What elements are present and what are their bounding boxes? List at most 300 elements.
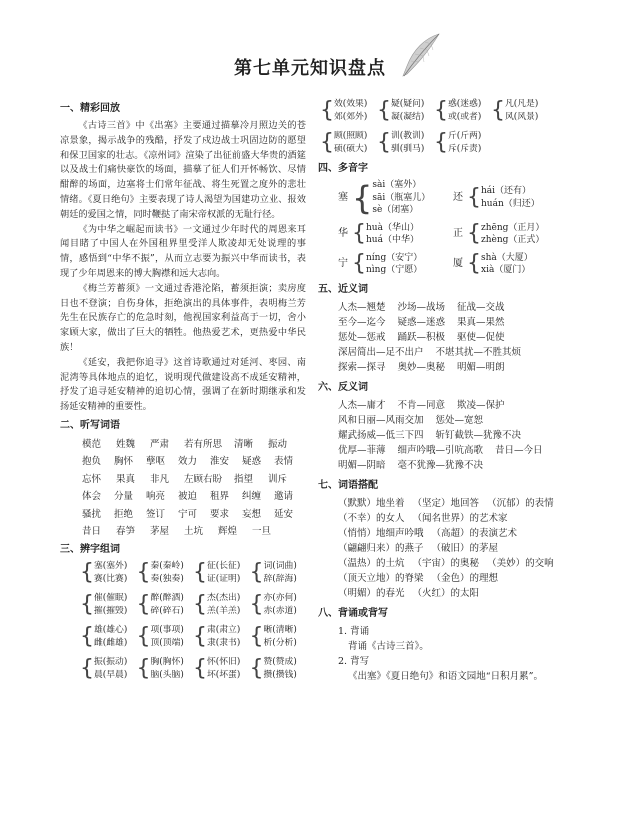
word: 斤(斤两)	[448, 131, 482, 141]
brace-group	[434, 130, 491, 156]
word: 斥(斥责)	[448, 144, 482, 154]
phrase: 的土炕	[376, 557, 405, 569]
item-number: 2.	[338, 655, 348, 667]
word: 项(事项)	[150, 624, 184, 635]
vocab-word: 果真	[116, 473, 136, 485]
vocab-word: 训斥	[268, 473, 288, 485]
phrase: 的脊梁	[395, 572, 424, 584]
word: 赛(比赛)	[94, 573, 128, 584]
vocab-word: 疑惑	[242, 456, 262, 468]
filled-word: （美妙）	[487, 557, 526, 569]
brace-words	[151, 560, 184, 586]
brace-words	[151, 592, 184, 618]
brace-icon: {	[80, 559, 94, 585]
readings	[372, 179, 430, 217]
filled-word: （翩翩归来）	[338, 542, 396, 554]
polyphone-char: 华	[338, 227, 348, 239]
synonym-list	[318, 300, 580, 375]
vocab-word: 指望	[234, 473, 254, 485]
vocab-word: 拒绝	[114, 508, 134, 520]
reading: huá（中华）	[366, 235, 419, 245]
item-number: 1.	[338, 625, 348, 637]
phrase: 的表演艺术	[469, 527, 518, 539]
brace-row	[320, 98, 580, 124]
polyphone-entry	[338, 222, 453, 247]
filled-word: （火红）	[412, 587, 451, 599]
word-pair: 征战—交战	[457, 301, 505, 313]
vocab-word: 若有所思	[184, 438, 223, 450]
word-pair: 探索—探寻	[338, 361, 386, 373]
polyphone-row	[338, 222, 580, 247]
vocab-word: 胸怀	[114, 456, 134, 468]
word-pair: 明媚—明朗	[457, 361, 505, 373]
vocab-word: 春笋	[116, 526, 136, 538]
word-pair: 风和日丽—风雨交加	[338, 414, 424, 426]
brace-icon: {	[80, 655, 94, 681]
brace-group	[193, 624, 250, 650]
polyphone-char: 厦	[453, 257, 463, 269]
word: 析(分析)	[263, 637, 297, 648]
polyphone-char: 宁	[338, 257, 348, 269]
paragraph: 《为中华之崛起而读书》一文通过少年时代的周恩来耳闻目睹了中国人在外国租界里受洋人欺凌却无处说理的事情，感悟到“中华不振”，从而立志要为振兴中华而读书，表现了少年周恩来的博大胸襟和远大志向。	[60, 223, 306, 279]
vocab-row	[60, 506, 306, 524]
brace-group	[80, 624, 137, 650]
brace-icon: {	[136, 655, 151, 681]
collocation-row	[318, 586, 580, 601]
word: 凝(凝结)	[391, 112, 425, 122]
brace-words	[264, 624, 297, 650]
filled-word: （默默）	[338, 497, 377, 509]
reading: zhèng（正式）	[481, 235, 545, 245]
polyphone-entry	[338, 179, 453, 217]
filled-word: （破旧）	[431, 542, 470, 554]
vocab-word: 纠缠	[242, 491, 262, 503]
char-distinguish-list	[60, 560, 306, 682]
brace-group	[80, 560, 137, 586]
polyphone-entry	[453, 179, 568, 217]
vocab-word: 模范	[82, 438, 102, 450]
brace-group	[193, 592, 250, 618]
reading: hái（还有）	[481, 186, 532, 197]
brace-words	[94, 624, 127, 650]
word-pair-row	[318, 458, 580, 473]
polyphone-char: 正	[453, 227, 463, 239]
word: 硕(硕大)	[334, 144, 368, 154]
brace-group	[434, 98, 491, 124]
word-pair: 踊跃—积极	[397, 331, 446, 343]
brace-group	[320, 130, 377, 156]
word-pair-row	[318, 428, 580, 443]
vocab-word: 分量	[114, 491, 134, 503]
word: 亦(亦何)	[263, 592, 297, 603]
reading: xià（厦门）	[481, 265, 531, 275]
reading: níng（安宁）	[366, 252, 423, 263]
phrase: 地回答	[450, 497, 480, 509]
brace-group	[377, 98, 434, 124]
word: 风(风景)	[505, 112, 539, 122]
word-pair: 人杰—翘楚	[338, 301, 386, 313]
vocab-word: 体会	[82, 491, 102, 503]
brace-group	[137, 560, 194, 586]
word: 雄(雄心)	[94, 624, 128, 635]
brace-icon: {	[136, 623, 151, 649]
vocab-row	[60, 471, 306, 489]
readings	[481, 252, 533, 277]
word-pair-row	[318, 345, 580, 360]
readings	[366, 222, 419, 247]
polyphone-char: 塞	[338, 191, 348, 203]
vocab-word: 响亮	[146, 491, 166, 503]
feather-icon	[395, 32, 445, 80]
word-pair: 惩处—惩戒	[338, 331, 386, 343]
word: 赞(赞成)	[263, 656, 297, 667]
vocab-word: 租界	[210, 491, 230, 503]
filled-word: （沉郁）	[487, 497, 526, 509]
word: 坏(坏蛋)	[207, 669, 241, 680]
brace-icon: {	[467, 184, 481, 210]
brace-icon: {	[80, 623, 94, 649]
word: 顾(照顾)	[334, 131, 368, 141]
section-heading: 三、辨字组词	[60, 543, 120, 555]
phrase: 的女人	[376, 512, 405, 524]
word: 脑(头脑)	[150, 669, 184, 680]
polyphone-entry	[453, 222, 568, 247]
item-label: 背诵	[350, 625, 370, 637]
item-label: 背写	[350, 655, 370, 667]
brace-words	[391, 98, 424, 124]
reading: nìng（宁愿）	[366, 265, 423, 275]
brace-group	[491, 98, 548, 124]
filled-word: （金色）	[431, 572, 470, 584]
brace-words	[334, 98, 367, 124]
word-pair-row	[318, 315, 580, 330]
filled-word: （悄悄）	[338, 527, 377, 539]
phrase: 的春光	[376, 587, 405, 599]
brace-icon: {	[320, 98, 334, 123]
vocab-word: 辉煌	[218, 526, 238, 538]
brace-row	[80, 624, 306, 650]
char-distinguish-list	[318, 98, 580, 156]
collocation-row	[318, 541, 580, 556]
brace-words	[94, 560, 127, 586]
word: 秦(秦岭)	[150, 560, 184, 571]
polyphone-list	[318, 179, 580, 277]
word-pair: 昔日—今日	[495, 444, 543, 456]
word-pair: 不肯—同意	[397, 399, 446, 411]
word-pair: 欺凌—保护	[457, 399, 505, 411]
brace-group	[80, 592, 137, 618]
vocab-word: 左顾右盼	[184, 473, 223, 485]
brace-group	[193, 656, 250, 682]
brace-icon: {	[193, 591, 207, 617]
brace-words	[94, 592, 127, 618]
brace-icon: {	[136, 591, 151, 617]
brace-icon: {	[249, 559, 264, 585]
section-heading: 八、背诵或背写	[318, 607, 388, 619]
vocab-word: 振动	[268, 438, 288, 450]
vocab-list	[60, 436, 306, 541]
vocab-word: 抱负	[82, 456, 102, 468]
vocab-row	[60, 523, 306, 541]
word: 效(效果)	[334, 99, 368, 109]
antonym-list	[318, 398, 580, 473]
brace-words	[94, 656, 127, 682]
vocab-word: 淮安	[210, 456, 230, 468]
brace-words	[391, 130, 424, 156]
vocab-word: 一旦	[252, 526, 272, 538]
readings	[481, 185, 540, 210]
word-pair: 惩处—宽恕	[435, 414, 484, 426]
word: 赤(赤道)	[263, 605, 297, 616]
vocab-row	[60, 436, 306, 454]
polyphone-entry	[453, 252, 568, 277]
vocab-word: 邀请	[274, 491, 294, 503]
brace-group	[250, 560, 307, 586]
reading: shà（大厦）	[481, 252, 533, 263]
readings	[366, 252, 422, 277]
polyphone-entry	[338, 252, 453, 277]
brace-icon: {	[320, 130, 334, 155]
vocab-row	[60, 453, 306, 471]
collocation-row	[318, 526, 580, 541]
vocab-word: 忘怀	[82, 473, 102, 485]
brace-words	[505, 98, 538, 124]
word: 驯(驯马)	[391, 144, 425, 154]
brace-group	[320, 98, 377, 124]
vocab-word: 孽呕	[146, 456, 166, 468]
paragraph: 《延安，我把你追寻》这首诗歌通过对延河、枣园、南泥湾等具体地点的追忆，说明现代做建设高不成延安精神，抒发了追寻延安精神的追切心情，强调了在新时期继承和发扬延安精神的重要性。	[60, 356, 306, 413]
page-title: 第七单元知识盘点	[234, 58, 386, 79]
brace-icon: {	[467, 221, 481, 246]
brace-words	[207, 592, 240, 618]
brace-group	[377, 130, 434, 156]
word: 晨(早晨)	[94, 669, 128, 680]
brace-group	[250, 656, 307, 682]
vocab-word: 骚扰	[82, 508, 102, 520]
brace-icon: {	[136, 559, 151, 585]
filled-word: （明媚）	[338, 587, 377, 599]
brace-row	[80, 592, 306, 618]
collocation-row	[318, 511, 580, 526]
word: 攒(攒钱)	[263, 669, 297, 680]
brace-icon: {	[249, 591, 264, 617]
reading: huà（华山）	[366, 222, 419, 233]
phrase: 的燕子	[395, 542, 424, 554]
word: 词(词曲)	[263, 560, 297, 571]
section-heading: 四、多音字	[318, 163, 368, 174]
phrase: 的交响	[525, 557, 554, 569]
paragraph: 《梅兰芳蓄须》一文通过香港沦陷，蓄须拒演；卖房度日也不登演；自伤身体，拒绝演出的具体事件，表明梅兰芳先生在民族存亡的危急时刻，他视国家利益高于一切，舍小家顾大家，做出了巨大的牺牲。他热爱艺术，更热爱中华民族！	[60, 282, 306, 353]
phrase: 的茅屋	[469, 542, 499, 554]
collocation-row	[318, 556, 580, 571]
word: 顶(顶端)	[150, 637, 184, 648]
filled-word: （顶天立地）	[338, 572, 396, 584]
brace-icon: {	[249, 623, 264, 649]
brace-icon: {	[193, 559, 207, 585]
filled-word: （不幸）	[338, 512, 377, 524]
word: 醉(醉酒)	[150, 592, 184, 603]
item-content: 背诵《古诗三首》。	[348, 640, 429, 652]
phrase: 的奥秘	[450, 557, 480, 569]
reading: zhēng（正月）	[481, 222, 545, 233]
word-pair: 疑惑—迷惑	[397, 316, 446, 328]
vocab-word: 宁可	[178, 508, 198, 520]
brace-group	[137, 624, 194, 650]
filled-word: （高超）	[431, 527, 470, 539]
word-pair-row	[318, 413, 580, 428]
vocab-word: 妄想	[242, 508, 262, 520]
polyphone-char: 还	[453, 191, 463, 203]
brace-icon: {	[352, 221, 366, 246]
word-pair: 果真—果然	[457, 316, 505, 328]
polyphone-row	[338, 179, 580, 217]
vocab-word: 非凡	[150, 473, 170, 485]
section-heading: 一、精彩回放	[60, 103, 120, 114]
collocation-row	[318, 496, 580, 511]
phrase: 的表情	[525, 497, 554, 509]
section-heading: 七、词语搭配	[318, 479, 378, 491]
vocab-row	[60, 488, 306, 506]
word: 惑(迷惑)	[448, 99, 482, 109]
brace-icon: {	[352, 251, 366, 276]
brace-group	[80, 656, 137, 682]
reading: sài（塞外）	[372, 180, 422, 190]
brace-icon: {	[80, 591, 94, 617]
word: 杰(杰出)	[207, 592, 241, 603]
brace-row	[80, 656, 306, 682]
word: 雌(雌雄)	[94, 637, 128, 648]
word: 辞(辞海)	[263, 573, 297, 584]
vocab-word: 效力	[178, 456, 198, 468]
word-pair-row	[318, 330, 580, 345]
brace-row	[80, 560, 306, 586]
vocab-word: 姓魏	[116, 438, 136, 450]
word-pair: 耀武扬威—低三下四	[338, 429, 424, 441]
word-pair: 毫不犹豫—犹豫不决	[397, 459, 484, 471]
section-heading: 五、近义词	[318, 283, 368, 295]
item-content: 《出塞》《夏日绝句》和语文园地“日积月累”。	[348, 670, 543, 682]
reading: huán（归还）	[481, 198, 540, 209]
paragraph: 《古诗三首》中《出塞》主要通过描摹冷月照边关的苍凉景象，揭示战争的残酷，抒发了戍边战士巩固边防的愿望和保卫国家的壮志。《凉州词》渲染了出征前盛大华贵的酒筵以及战士们痛快豪饮的场面，描摹了征人们开怀畅饮、尽情酣醉的场面，边塞将士们常年征战、将生死置之度外的悲壮情绪。《夏日绝句》主要表现了诗人渴望为国建功立业、报效朝廷的爱国之情，同时鞭挞了南宋帝权派的无耻行径。	[60, 120, 306, 220]
brace-icon: {	[249, 655, 264, 681]
phrase: 的艺术家	[469, 512, 508, 524]
word: 训(教训)	[391, 131, 425, 141]
word-pair: 不堪其扰—不胜其烦	[435, 346, 522, 358]
right-column	[318, 96, 580, 684]
recite-item	[318, 624, 580, 684]
vocab-word: 昔日	[82, 526, 102, 538]
word-pair: 驱使—促使	[457, 331, 505, 343]
word-pair: 细声吟哦—引吭高歌	[397, 444, 484, 456]
word: 催(催眠)	[94, 592, 128, 603]
brace-words	[151, 656, 184, 682]
reading: sāi（瓶塞儿）	[372, 192, 431, 203]
brace-icon: {	[193, 655, 207, 681]
word: 振(振动)	[94, 656, 128, 667]
brace-words	[207, 560, 240, 586]
word-pair: 至今—迄今	[338, 316, 386, 328]
brace-words	[207, 656, 240, 682]
word-pair-row	[318, 300, 580, 315]
phrase: 地坐着	[376, 497, 405, 509]
word: 证(证明)	[207, 573, 241, 584]
left-column	[60, 96, 306, 688]
brace-icon: {	[377, 130, 391, 155]
word: 晰(清晰)	[263, 624, 297, 635]
brace-words	[448, 98, 481, 124]
brace-icon: {	[434, 130, 448, 155]
filled-word: （坚定）	[412, 497, 451, 509]
brace-icon: {	[352, 178, 373, 217]
word: 郊(郊外)	[334, 112, 368, 122]
filled-word: （温热）	[338, 557, 377, 569]
brace-icon: {	[491, 98, 505, 123]
brace-icon: {	[377, 98, 391, 123]
brace-words	[207, 624, 240, 650]
collocation-row	[318, 571, 580, 586]
readings	[481, 222, 544, 247]
word: 奏(独奏)	[150, 573, 184, 584]
vocab-word: 要求	[210, 508, 230, 520]
word: 羔(羊羔)	[207, 605, 241, 616]
reading: sè（闭塞）	[372, 205, 419, 215]
filled-word: （闻名世界）	[412, 512, 470, 524]
word: 疑(疑问)	[391, 99, 425, 109]
brace-icon: {	[193, 623, 207, 649]
word: 摧(摧毁)	[94, 605, 128, 616]
word: 或(或者)	[448, 112, 482, 122]
section-heading: 六、反义词	[318, 381, 368, 393]
brace-group	[137, 656, 194, 682]
word: 肃(肃立)	[207, 624, 241, 635]
word-pair: 明媚—阴暗	[338, 459, 386, 471]
brace-words	[448, 130, 481, 156]
brace-words	[264, 560, 297, 586]
brace-group	[250, 624, 307, 650]
brace-icon: {	[434, 98, 448, 123]
word: 凡(凡是)	[505, 99, 539, 109]
word: 碎(碎石)	[150, 605, 184, 616]
vocab-word: 土坑	[184, 526, 204, 538]
word-pair: 人杰—庸才	[338, 399, 386, 411]
brace-icon: {	[467, 251, 481, 276]
brace-group	[137, 592, 194, 618]
polyphone-row	[338, 252, 580, 277]
vocab-word: 表情	[274, 456, 294, 468]
brace-words	[264, 656, 297, 682]
word: 征(长征)	[207, 560, 241, 571]
word-pair: 沙场—战场	[397, 301, 446, 313]
collocation-list	[318, 496, 580, 601]
phrase: 的太阳	[450, 587, 480, 599]
brace-words	[264, 592, 297, 618]
word: 隶(隶书)	[207, 637, 241, 648]
brace-group	[193, 560, 250, 586]
word-pair: 优厚—菲薄	[338, 444, 386, 456]
vocab-word: 茅屋	[150, 526, 170, 538]
word: 胸(胸怀)	[150, 656, 184, 667]
section-heading: 二、听写词语	[60, 419, 120, 431]
word-pair-row	[318, 360, 580, 375]
vocab-word: 延安	[274, 508, 294, 520]
brace-words	[151, 624, 184, 650]
word-pair: 奥妙—奥秘	[397, 361, 446, 373]
vocab-word: 被迫	[178, 491, 198, 503]
vocab-word: 签订	[146, 508, 166, 520]
word-pair: 斩钉截铁—犹豫不决	[435, 429, 522, 441]
phrase: 的理想	[469, 572, 499, 584]
vocab-word: 严肃	[150, 438, 170, 450]
